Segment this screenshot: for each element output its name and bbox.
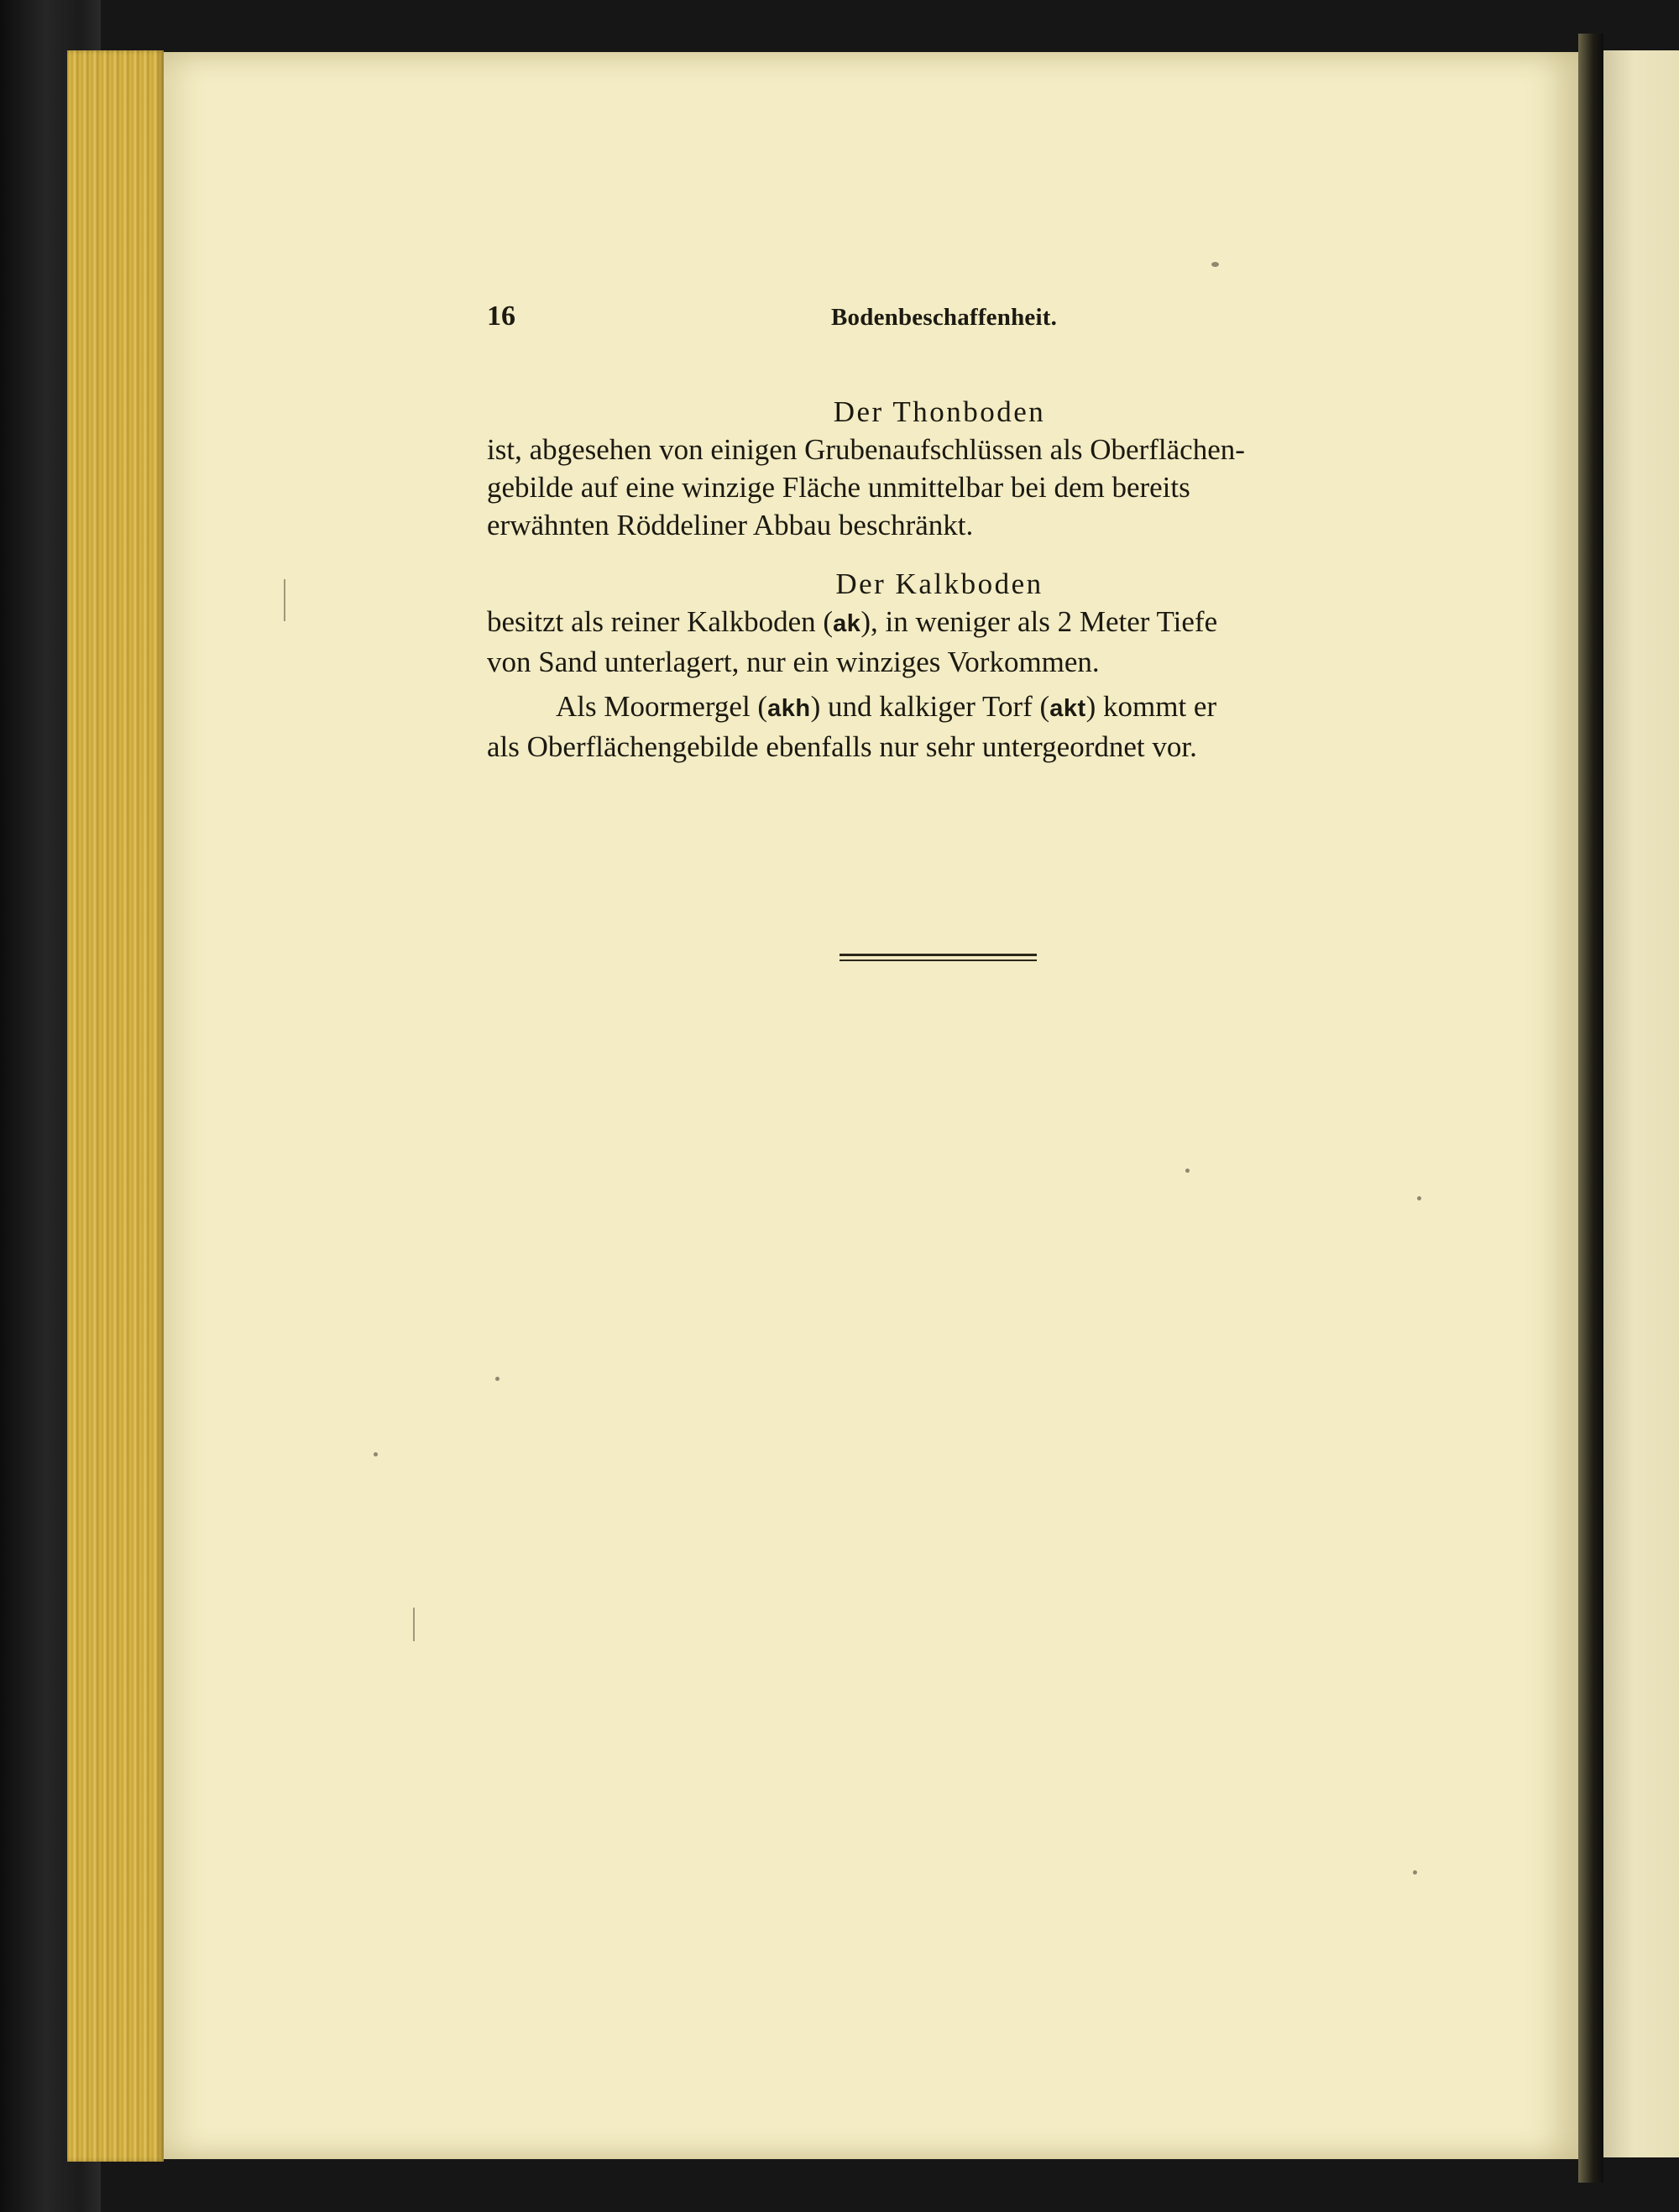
adjacent-page	[1603, 50, 1679, 2157]
section-title-thonboden: Der Thonboden	[833, 395, 1046, 428]
text-segment: besitzt als reiner Kalkboden (	[487, 605, 834, 638]
margin-mark	[413, 1608, 415, 1641]
section-title-kalkboden: Der Kalkboden	[835, 567, 1043, 600]
gilt-page-edges	[67, 50, 164, 2162]
margin-mark	[284, 579, 285, 621]
kalkboden-paragraph-1	[487, 603, 1392, 681]
text-line: erwähnten Röddeliner Abbau beschränkt.	[487, 509, 974, 541]
text-line: als Oberflächengebilde ebenfalls nur sehr untergeordnet vor.	[487, 730, 1197, 763]
text-segment: Als Moormergel (	[556, 690, 768, 723]
text-segment: ) und kalkiger Torf (	[810, 690, 1050, 723]
body-text	[487, 393, 1392, 766]
text-line: gebilde auf eine winzige Fläche unmittelbar bei dem bereits	[487, 471, 1190, 504]
running-head: Bodenbeschaffenheit.	[831, 304, 1058, 331]
page-number: 16	[487, 301, 515, 332]
text-line: von Sand unterlagert, nur ein winziges Vorkommen.	[487, 646, 1100, 678]
kalkboden-paragraph-2	[487, 688, 1392, 766]
map-symbol-akt: akt	[1049, 695, 1086, 722]
text-line: ist, abgesehen von einigen Grubenaufschlüssen als Oberflächen-	[487, 433, 1245, 466]
map-symbol-akh: akh	[767, 695, 811, 722]
text-segment: ), in weniger als 2 Meter Tiefe	[860, 605, 1218, 638]
page-gutter	[1578, 34, 1603, 2183]
bleed-through-texture	[483, 353, 1394, 395]
map-symbol-ak: ak	[833, 610, 861, 637]
section-end-rule	[840, 954, 1037, 961]
text-segment: ) kommt er	[1085, 690, 1217, 723]
page-header	[487, 301, 1394, 334]
thonboden-paragraph	[487, 431, 1392, 544]
